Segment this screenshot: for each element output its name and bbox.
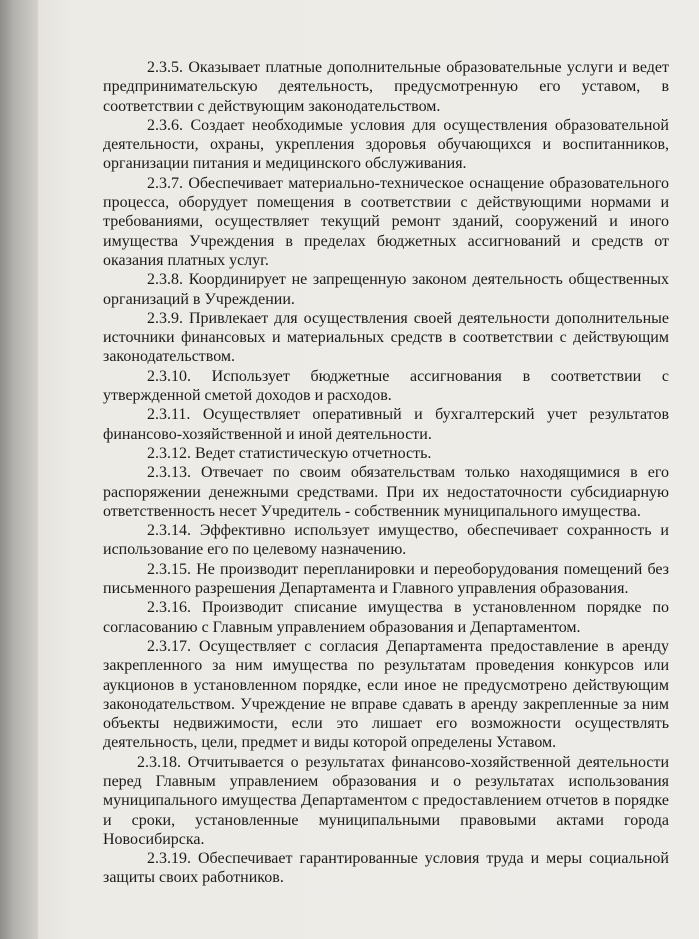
document-body — [103, 58, 669, 888]
paragraph-2-3-11: 2.3.11. Осуществляет оперативный и бухгалтерский учет результатов финансово-хозяйственной и иной деятельности. — [103, 406, 669, 443]
paragraph-2-3-8: 2.3.8. Координирует не запрещенную законом деятельность общественных организаций в Учреждении. — [103, 271, 669, 308]
paragraph-2-3-7: 2.3.7. Обеспечивает материально-техническое оснащение образовательного процесса, оборудует помещения в соответствии с действующими нормами и требованиями, осуществляет текущий ремонт зданий, сооружений и иного имущества Учреждения в пределах бюджетных ассигнований и средств от оказания платных услуг. — [103, 174, 669, 269]
paragraph-2-3-19: 2.3.19. Обеспечивает гарантированные условия труда и меры социальной защиты своих работников. — [103, 850, 669, 887]
paragraph-2-3-6: 2.3.6. Создает необходимые условия для осуществления образовательной деятельности, охраны, укрепления здоровья обучающихся и воспитанников, организации питания и медицинского обслуживания. — [103, 116, 669, 173]
paragraph-2-3-14: 2.3.14. Эффективно использует имущество, обеспечивает сохранность и использование его по целевому назначению. — [103, 522, 669, 559]
paragraph-2-3-18: 2.3.18. Отчитывается о результатах финансово-хозяйственной деятельности перед Главным управлением образования и о результатах использования муниципального имущества Департаментом с предоставлением отчетов в порядке и сроки, установленные муниципальными правовыми актами города Новосибирска. — [103, 753, 669, 848]
paragraph-2-3-15: 2.3.15. Не производит перепланировки и переоборудования помещений без письменного разрешения Департамента и Главного управления образования. — [103, 560, 669, 598]
paragraph-2-3-16: 2.3.16. Производит списание имущества в установленном порядке по согласованию с Главным управлением образования и Департаментом. — [103, 599, 669, 636]
paragraph-2-3-12: 2.3.12. Ведет статистическую отчетность. — [147, 444, 432, 462]
paragraph-2-3-5: 2.3.5. Оказывает платные дополнительные образовательные услуги и ведет предпринимательскую деятельность, предусмотренную его уставом, в соответствии с действующим законодательством. — [103, 59, 669, 115]
paragraph-2-3-13: 2.3.13. Отвечает по своим обязательствам только находящимися в его распоряжении денежными средствами. При их недостаточности субсидиарную ответственность несет Учредитель - собственник муниципального имущества. — [103, 464, 669, 520]
paragraph-2-3-9: 2.3.9. Привлекает для осуществления своей деятельности дополнительные источники финансовых и материальных средств в соответствии с действующим законодательством. — [103, 309, 669, 366]
paragraph-2-3-17: 2.3.17. Осуществляет с согласия Департамента предоставление в аренду закрепленного за ним имущества по результатам проведения конкурсов или аукционов в установленном порядке, если иное не предусмотрено действующим законодательством. Учреждение не вправе сдавать в аренду закрепленные за ним объекты недвижимости, если это лишает его возможности осуществлять деятельность, цели, предмет и виды которой определены Уставом. — [103, 637, 669, 752]
paragraph-2-3-10: 2.3.10. Использует бюджетные ассигнования в соответствии с утвержденной сметой доходов и расходов. — [103, 367, 669, 405]
binding-gutter — [0, 0, 38, 939]
